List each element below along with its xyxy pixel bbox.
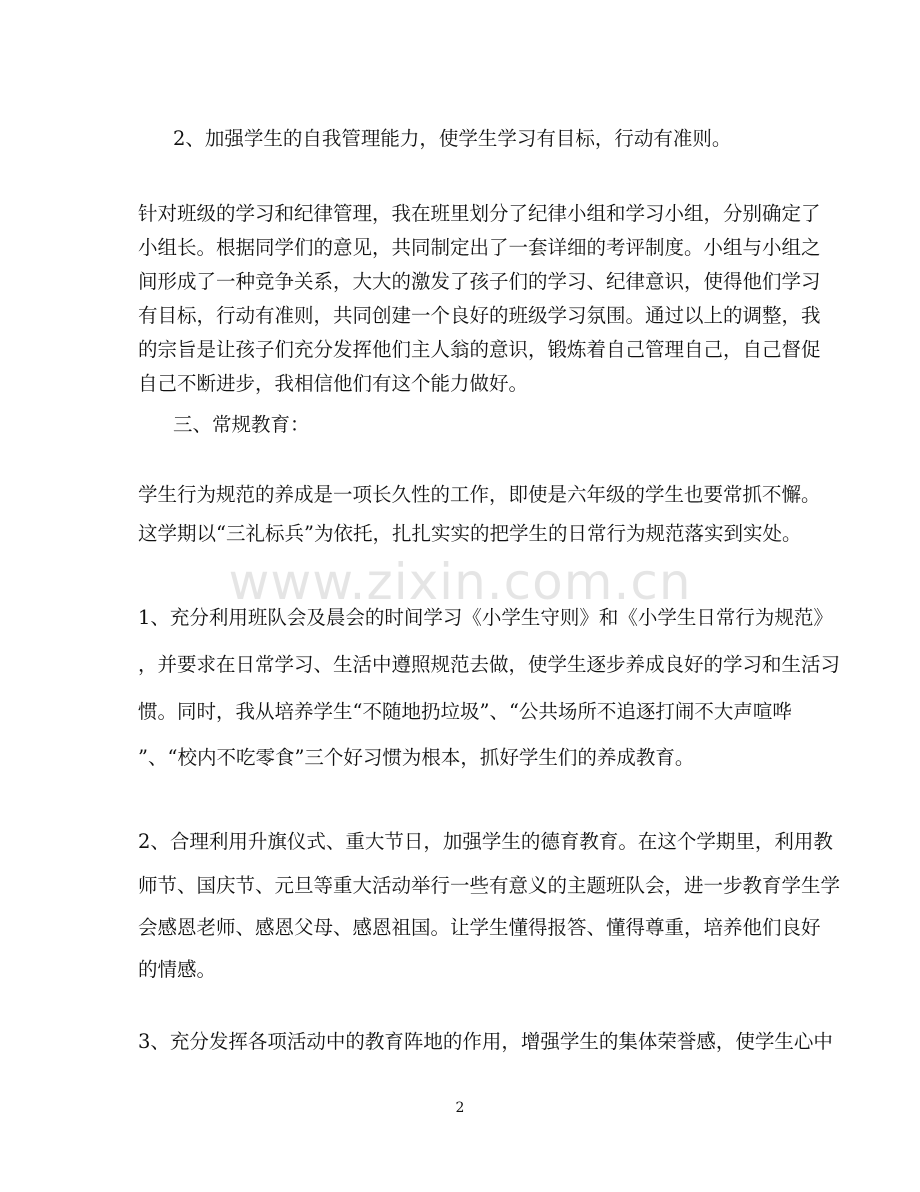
text-line-18: 的情感。 [138, 958, 217, 981]
text-line-17: 会感恩老师、感恩父母、感恩祖国。让学生懂得报答、懂得尊重，培养他们良好 [138, 916, 821, 939]
text-line-3: 小组长。根据同学们的意见，共同制定出了一套详细的考评制度。小组与小组之 [138, 236, 821, 259]
text-line-9: 学生行为规范的养成是一项长久性的工作，即使是六年级的学生也要常抓不懈。 [138, 483, 821, 506]
text-line-2: 针对班级的学习和纪律管理，我在班里划分了纪律小组和学习小组，分别确定了 [138, 202, 821, 225]
text-line-14: ”、“校内不吃零食”三个好习惯为根本，抓好学生们的养成教育。 [138, 746, 695, 769]
text-line-15: 2、合理利用升旗仪式、重大节日，加强学生的德育教育。在这个学期里，利用教 [138, 830, 833, 853]
text-line-16: 师节、国庆节、元旦等重大活动举行一些有意义的主题班队会，进一步教育学生学 [138, 874, 841, 897]
page-number: 2 [455, 1100, 465, 1116]
text-line-11: 1、充分利用班队会及晨会的时间学习《小学生守则》和《小学生日常行为规范》 [138, 606, 833, 629]
text-line-1: 2、加强学生的自我管理能力，使学生学习有目标，行动有准则。 [173, 127, 732, 150]
watermark: www.zixin.com.cn [228, 553, 692, 611]
text-line-10: 这学期以“三礼标兵”为依托，扎扎实实的把学生的日常行为规范落实到实处。 [138, 522, 802, 545]
text-line-6: 的宗旨是让孩子们充分发挥他们主人翁的意识，锻炼着自己管理自己，自己督促 [138, 338, 821, 361]
text-line-13: 惯。同时，我从培养学生“不随地扔垃圾”、“公共场所不追逐打闹不大声喧哗 [138, 700, 792, 723]
text-line-4: 间形成了一种竞争关系，大大的激发了孩子们的学习、纪律意识，使得他们学习 [138, 270, 821, 293]
text-line-19: 3、充分发挥各项活动中的教育阵地的作用，增强学生的集体荣誉感，使学生心中 [138, 1030, 833, 1053]
text-line-12: ，并要求在日常学习、生活中遵照规范去做，使学生逐步养成良好的学习和生活习 [138, 653, 841, 676]
section-heading: 三、常规教育： [173, 413, 310, 436]
text-line-5: 有目标，行动有准则，共同创建一个良好的班级学习氛围。通过以上的调整，我 [138, 304, 821, 327]
text-line-7: 自己不断进步，我相信他们有这个能力做好。 [138, 372, 529, 395]
